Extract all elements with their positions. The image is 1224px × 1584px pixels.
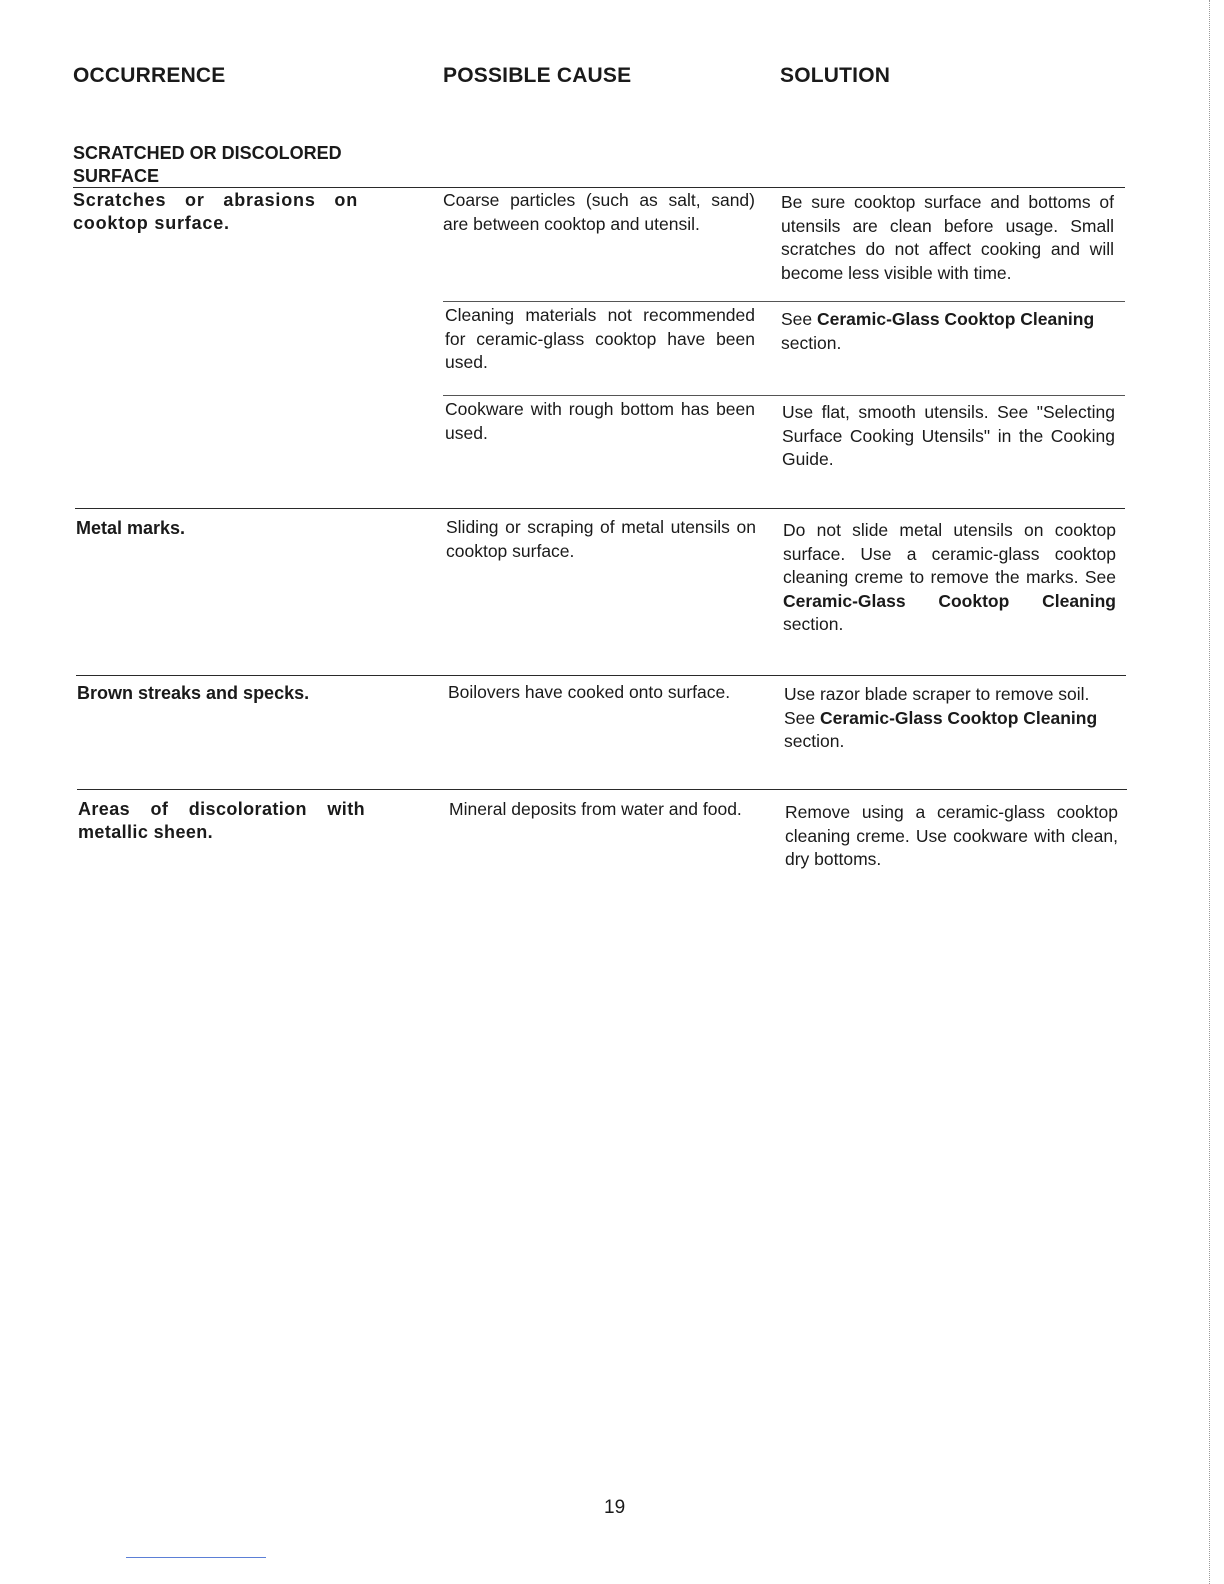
cause-sliding-scraping: Sliding or scraping of metal utensils on cooktop surface. — [446, 517, 756, 561]
solution-text: section. — [784, 731, 845, 751]
solution-see-cleaning-section-1 — [781, 308, 1121, 355]
header-occurrence: OCCURRENCE — [73, 64, 226, 87]
solution-flat-utensils: Use flat, smooth utensils. See "Selecting Surface Cooking Utensils" in the Cooking Guide. — [782, 402, 1115, 469]
occurrence-scratches: Scratches or abrasions on cooktop surface. — [73, 190, 358, 233]
solution-remove-creme: Remove using a ceramic-glass cooktop cleaning creme. Use cookware with clean, dry bottoms. — [785, 802, 1118, 869]
solution-text: Do not slide metal utensils on cooktop surface. Use a ceramic-glass cooktop cleaning creme to remove the marks. See — [783, 520, 1116, 587]
occurrence-brown-streaks: Brown streaks and specks. — [77, 683, 310, 703]
section-title-line-2: SURFACE — [73, 166, 160, 186]
occurrence-discoloration: Areas of discoloration with metallic sheen. — [78, 799, 365, 842]
row-divider — [75, 508, 1125, 509]
section-title-line-1: SCRATCHED OR DISCOLORED — [73, 143, 342, 163]
header-possible-cause: POSSIBLE CAUSE — [443, 64, 632, 87]
header-solution: SOLUTION — [780, 64, 891, 87]
section-title — [73, 142, 342, 188]
solution-text: section. — [781, 332, 842, 353]
cause-cleaning-materials: Cleaning materials not recommended for ceramic-glass cooktop have been used. — [445, 305, 755, 372]
solution-do-not-slide — [783, 519, 1116, 637]
row-divider — [76, 675, 1126, 676]
sub-divider — [443, 301, 1125, 302]
row-divider — [77, 789, 1127, 790]
solution-text: Use razor blade scraper to remove soil. See — [784, 684, 1090, 728]
cleaning-section-ref: Ceramic-Glass Cooktop Cleaning — [817, 309, 1095, 329]
scan-edge-line — [1209, 0, 1210, 1584]
page-number: 19 — [604, 1497, 626, 1518]
occurrence-metal-marks: Metal marks. — [76, 518, 186, 538]
cleaning-section-ref: Ceramic-Glass Cooktop Cleaning — [820, 707, 1098, 728]
solution-text: section. — [783, 614, 844, 634]
row-divider — [73, 187, 1125, 188]
solution-text: See — [781, 309, 817, 329]
cause-coarse-particles: Coarse particles (such as salt, sand) are between cooktop and utensil. — [443, 190, 755, 234]
solution-razor-blade — [784, 683, 1124, 754]
solution-clean-before-usage: Be sure cooktop surface and bottoms of utensils are clean before usage. Small scratches do not affect cooking and will become less visible with time. — [781, 192, 1114, 283]
scan-blue-line — [126, 1557, 266, 1558]
cause-boilovers: Boilovers have cooked onto surface. — [448, 682, 731, 702]
cleaning-section-ref: Ceramic-Glass Cooktop Cleaning — [783, 590, 1116, 611]
cause-mineral-deposits: Mineral deposits from water and food. — [449, 799, 742, 819]
sub-divider — [443, 395, 1125, 396]
cause-rough-bottom: Cookware with rough bottom has been used. — [445, 399, 755, 443]
